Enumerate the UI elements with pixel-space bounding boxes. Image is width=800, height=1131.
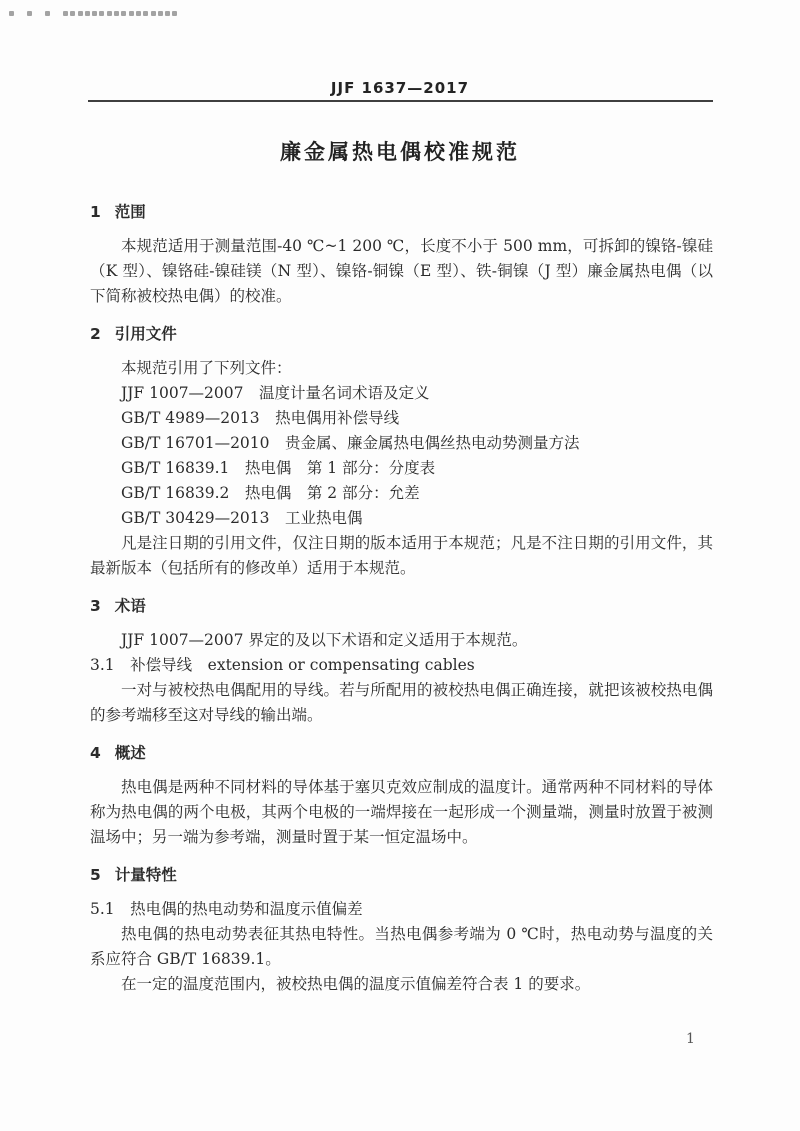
- binding-dots: [9, 11, 180, 16]
- paragraph: 本规范适用于测量范围-40 ℃~1 200 ℃，长度不小于 500 mm，可拆卸的镍铬-镍硅（K 型）、镍铬硅-镍硅镁（N 型）、镍铬-铜镍（E 型）、铁-铜镍（J 型）廉金属热电偶（以下简称被校热电偶）的校准。: [90, 237, 713, 305]
- references-intro: 本规范引用了下列文件：: [121, 359, 292, 377]
- reference-item: GB/T 16701—2010 贵金属、廉金属热电偶丝热电动势测量方法: [121, 434, 580, 452]
- section-heading-number: 4: [90, 744, 101, 762]
- doc-number: JJF 1637—2017: [330, 79, 470, 97]
- reference-item: GB/T 30429—2013 工业热电偶: [121, 509, 363, 527]
- section-heading-title: 范围: [114, 203, 146, 221]
- reference-item: GB/T 16839.2 热电偶 第 2 部分：允差: [121, 484, 420, 502]
- section-heading-title: 概述: [114, 744, 146, 762]
- reference-item: JJF 1007—2007 温度计量名词术语及定义: [121, 384, 430, 402]
- term-definition: 一对与被校热电偶配用的导线。若与所配用的被校热电偶正确连接，就把该被校热电偶的参考端移至这对导线的输出端。: [90, 681, 713, 724]
- paragraph: 在一定的温度范围内，被校热电偶的温度示值偏差符合表 1 的要求。: [121, 975, 591, 993]
- references-closing: 凡是注日期的引用文件，仅注日期的版本适用于本规范；凡是不注日期的引用文件，其最新版本（包括所有的修改单）适用于本规范。: [90, 534, 713, 577]
- reference-item: GB/T 16839.1 热电偶 第 1 部分：分度表: [121, 459, 436, 477]
- section-heading-title: 术语: [114, 597, 146, 615]
- section-heading-title: 引用文件: [114, 325, 177, 343]
- document-body: [90, 200, 713, 997]
- section-3-heading: [90, 594, 713, 619]
- section-heading-number: 1: [90, 203, 101, 221]
- section-heading-number: 2: [90, 325, 101, 343]
- paragraph: 热电偶是两种不同材料的导体基于塞贝克效应制成的温度计。通常两种不同材料的导体称为热电偶的两个电极，其两个电极的一端焊接在一起形成一个测量端，测量时放置于被测温场中；另一端为参考端，测量时置于某一恒定温场中。: [90, 778, 713, 846]
- section-2-heading: [90, 322, 713, 347]
- section-4-heading: [90, 741, 713, 766]
- section-heading-number: 3: [90, 597, 101, 615]
- page-number: 1: [686, 1031, 695, 1047]
- document-title: 廉金属热电偶校准规范: [280, 140, 520, 164]
- section-heading-title: 计量特性: [114, 866, 177, 884]
- paragraph: 热电偶的热电动势表征其热电特性。当热电偶参考端为 0 ℃时，热电动势与温度的关系应符合 GB/T 16839.1。: [90, 925, 713, 968]
- term-entry: 3.1 补偿导线 extension or compensating cables: [90, 656, 475, 674]
- header-rule: [88, 100, 713, 102]
- section-5-heading: [90, 863, 713, 888]
- subsection-heading: 5.1 热电偶的热电动势和温度示值偏差: [90, 900, 363, 918]
- section-1-heading: [90, 200, 713, 225]
- terms-intro: JJF 1007—2007 界定的及以下术语和定义适用于本规范。: [121, 631, 528, 649]
- section-heading-number: 5: [90, 866, 101, 884]
- reference-item: GB/T 4989—2013 热电偶用补偿导线: [121, 409, 400, 427]
